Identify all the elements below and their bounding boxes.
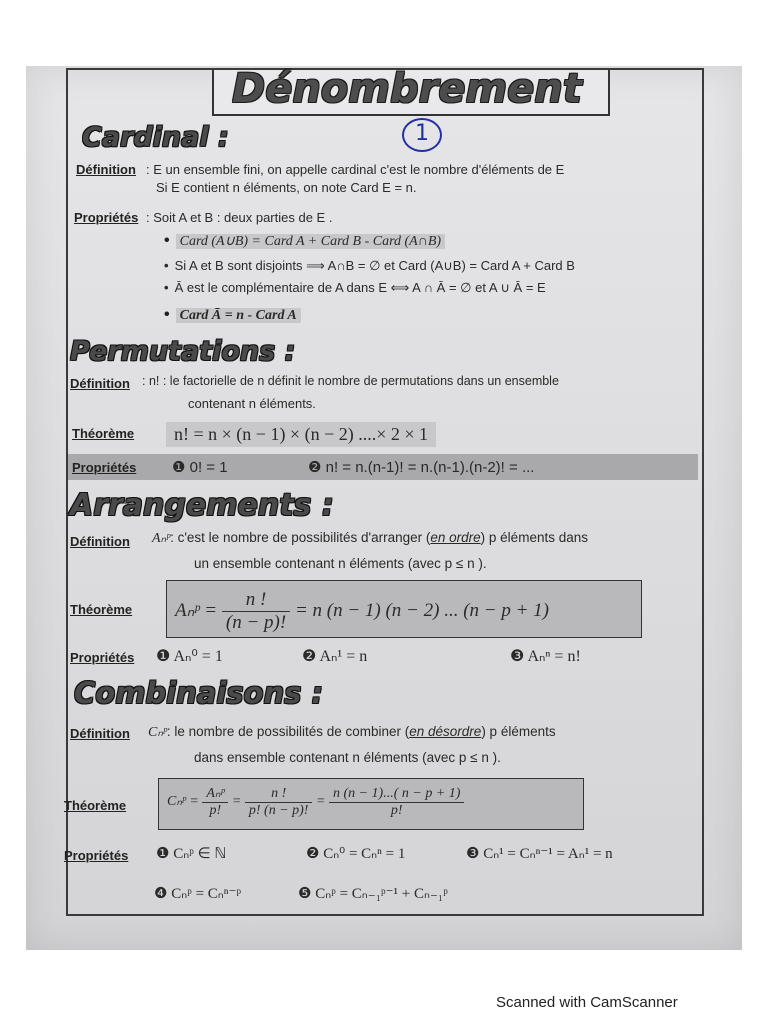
permutations-properties-label: Propriétés: [72, 460, 137, 475]
combinaisons-property-5: ❺ Cₙᵖ = Cₙ₋₁ᵖ⁻¹ + Cₙ₋₁ᵖ: [298, 886, 448, 902]
cardinal-property-4-text: Card Ā = n - Card A: [176, 308, 301, 323]
scanner-watermark: Scanned with CamScanner: [496, 994, 678, 1011]
page-border: [66, 68, 704, 916]
fraction-denominator: p! (n − p)!: [248, 802, 309, 818]
fraction-numerator: Aₙᵖ: [202, 785, 228, 803]
fraction-numerator: n !: [222, 589, 290, 612]
cardinal-property-2: [164, 258, 575, 274]
combinaisons-property-1: ❶ Cₙᵖ ∈ ℕ: [156, 846, 227, 862]
cardinal-property-4: [164, 306, 301, 324]
section-heading-cardinal: Cardinal :: [82, 122, 229, 153]
permutations-theorem-formula: n! = n × (n − 1) × (n − 2) ....× 2 × 1: [166, 422, 436, 447]
arrangements-theorem-lhs: Aₙᵖ =: [175, 599, 218, 621]
combinaisons-definition-line1: [148, 724, 556, 741]
cardinal-property-1-text: Card (A∪B) = Card A + Card B - Card (A∩B): [176, 234, 445, 249]
cardinal-definition-line1: : E un ensemble fini, on appelle cardinal c'est le nombre d'éléments de E: [146, 162, 565, 177]
combinaisons-theorem-box: [158, 778, 584, 830]
section-heading-combinaisons: Combinaisons :: [74, 676, 324, 710]
fraction-denominator: (n − p)!: [225, 612, 287, 633]
fraction-numerator: n !: [245, 786, 313, 803]
permutations-property-2: ❷ n! = n.(n-1)! = n.(n-1).(n-2)! = ...: [308, 459, 535, 476]
cardinal-definition-label: Définition: [76, 162, 136, 177]
combinaisons-definition-emphasis: en désordre: [409, 724, 482, 739]
permutations-theorem-label: Théorème: [72, 426, 135, 441]
combinaisons-theorem-label: Théorème: [64, 798, 127, 813]
arrangements-definition-text: : c'est le nombre de possibilités d'arranger (: [170, 530, 431, 545]
title-box: [212, 66, 610, 116]
combinaisons-definition-line2: dans ensemble contenant n éléments (avec p ≤ n ).: [194, 750, 501, 765]
cardinal-definition-line2: Si E contient n éléments, on note Card E = n.: [156, 180, 417, 195]
arrangements-property-2: ❷ Aₙ¹ = n: [302, 648, 368, 665]
arrangements-theorem-fraction: [222, 589, 290, 634]
cardinal-properties-intro: : Soit A et B : deux parties de E .: [146, 210, 333, 225]
arrangements-theorem-rhs: = n (n − 1) (n − 2) ... (n − p + 1): [294, 599, 550, 621]
combinaisons-property-4: ❹ Cₙᵖ = Cₙⁿ⁻ᵖ: [154, 886, 242, 902]
arrangements-property-1: ❶ Aₙ⁰ = 1: [156, 648, 223, 665]
combinaisons-property-2: ❷ Cₙ⁰ = Cₙⁿ = 1: [306, 846, 406, 862]
arrangements-definition-label: Définition: [70, 534, 130, 549]
bullet-icon: •: [164, 232, 170, 249]
cardinal-property-3: [164, 280, 546, 296]
arrangements-theorem-formula: [175, 589, 549, 634]
arrangements-theorem-box: [166, 580, 642, 638]
cardinal-properties-label: Propriétés: [74, 210, 139, 225]
page-title: Dénombrement: [232, 66, 582, 112]
combinaisons-fraction-2: [245, 786, 313, 819]
bullet-icon: •: [164, 306, 170, 323]
combinaisons-property-3: ❸ Cₙ¹ = Cₙⁿ⁻¹ = Aₙ¹ = n: [466, 846, 613, 862]
combinaisons-definition-label: Définition: [70, 726, 130, 741]
combinaisons-definition-text-end: ) p éléments: [481, 724, 556, 739]
arrangements-theorem-label: Théorème: [70, 602, 133, 617]
combination-symbol: Cₙᵖ: [148, 725, 167, 740]
scanned-page: [26, 66, 742, 950]
section-heading-arrangements: Arrangements :: [70, 488, 334, 523]
section-heading-permutations: Permutations :: [70, 336, 296, 367]
cardinal-property-1: [164, 232, 445, 250]
combinaisons-fraction-1: [202, 785, 228, 819]
combinaisons-theorem-formula: Cₙᵖ = $\frac{\text{Aₙᵖ}}{p!}$ = $\frac{n !}{p! (n - p)!}$ = $\frac{n (n - 1)...( n - p + 1)}{p!}$: [167, 785, 464, 819]
fraction-denominator: p!: [209, 803, 222, 818]
combinaisons-definition-text: : le nombre de possibilités de combiner (: [166, 724, 410, 739]
arrangements-properties-label: Propriétés: [70, 650, 135, 665]
bullet-icon: •: [164, 280, 169, 295]
cardinal-property-2-text: Si A et B sont disjoints ⟹ A∩B = ∅ et Card (A∪B) = Card A + Card B: [174, 258, 575, 273]
arrangements-definition-emphasis: en ordre: [430, 530, 481, 545]
permutations-property-1: ❶ 0! = 1: [172, 459, 228, 476]
arrangements-definition-line1: [152, 530, 588, 547]
handwritten-number-mark: 1: [402, 118, 442, 152]
combinaisons-theorem-lhs: Cₙᵖ =: [167, 794, 199, 810]
arrangement-symbol: Aₙᵖ: [152, 531, 171, 546]
combinaisons-fraction-3: [329, 786, 465, 819]
arrangements-definition-text-end: ) p éléments dans: [480, 530, 588, 545]
arrangements-property-3: ❸ Aₙⁿ = n!: [510, 648, 581, 665]
permutations-definition-line2: contenant n éléments.: [188, 396, 316, 411]
permutations-definition-line1: : n! : le factorielle de n définit le nombre de permutations dans un ensemble: [142, 374, 559, 388]
permutations-definition-label: Définition: [70, 376, 130, 391]
combinaisons-properties-label: Propriétés: [64, 848, 129, 863]
cardinal-property-3-text: Ā est le complémentaire de A dans E ⟺ A ∩ Ā = ∅ et A ∪ Ā = E: [174, 280, 546, 295]
fraction-denominator: p!: [390, 802, 403, 818]
fraction-numerator: n (n − 1)...( n − p + 1): [329, 786, 465, 803]
bullet-icon: •: [164, 258, 169, 273]
arrangements-definition-line2: un ensemble contenant n éléments (avec p ≤ n ).: [194, 556, 487, 571]
